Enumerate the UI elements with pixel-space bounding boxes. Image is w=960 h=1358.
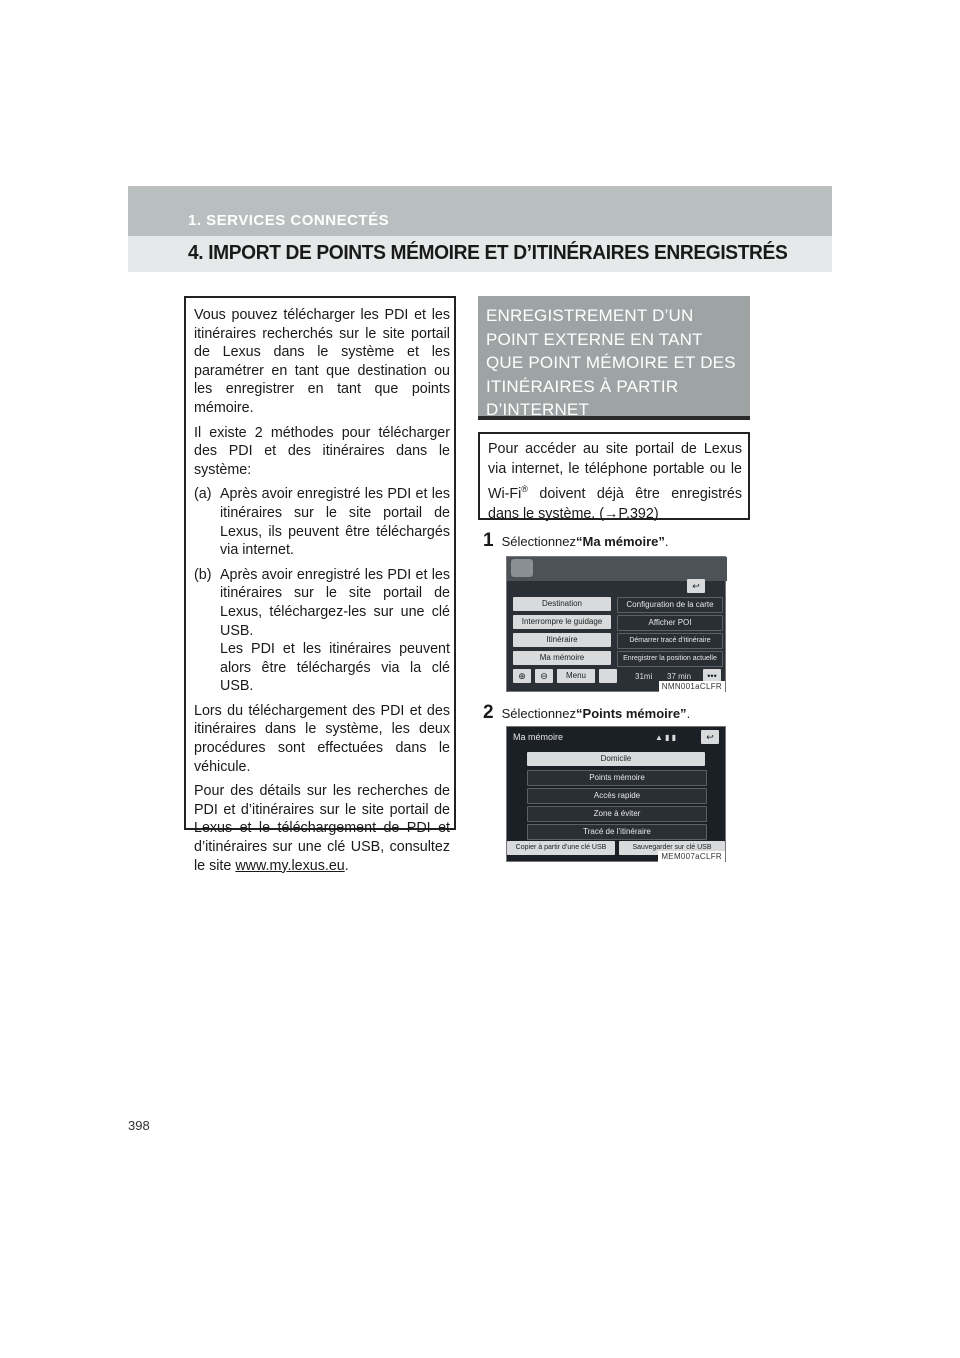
method-b-text-2: Les PDI et les itinéraires peuvent alors être téléchargés via la clé USB. — [220, 641, 450, 695]
section-label: 1. SERVICES CONNECTÉS — [188, 212, 390, 229]
method-a — [194, 485, 450, 559]
route-button[interactable]: Itinéraire — [513, 633, 611, 647]
my-memory-button[interactable]: Ma mémoire — [513, 651, 611, 665]
chapter-title-band — [128, 236, 832, 272]
quick-access-button[interactable]: Accès rapide — [527, 788, 707, 804]
back-icon[interactable]: ↩ — [701, 730, 719, 744]
page-reference[interactable]: P.392) — [618, 505, 659, 522]
step-1: 1 Sélectionnez “Ma mémoire” . — [483, 530, 669, 551]
usb-copy-button[interactable]: Copier à partir d’une clé USB — [507, 841, 615, 855]
time-readout: 37 min — [667, 672, 692, 681]
map-config-button[interactable]: Configuration de la carte — [617, 597, 723, 613]
zoom-out-icon[interactable]: ⊖ — [535, 669, 553, 683]
screenshot-my-memory — [506, 726, 726, 862]
memory-points-button[interactable]: Points mémoire — [527, 770, 707, 786]
compass-icon[interactable] — [511, 559, 533, 577]
note-box: Pour accéder au site portail de Lexus via internet, le téléphone portable ou le Wi-Fi® doivent déjà être enregistrés dans le système. (→P.392) — [478, 432, 750, 520]
intro-paragraph-1: Vous pouvez télécharger les PDI et les itinéraires recherchés sur le site portail de Lexus dans le système et les paramétrer en tant que destination ou les enregistrer en tant que points mémoire. — [194, 307, 450, 416]
method-b-text: Après avoir enregistré les PDI et les itinéraires sur le site portail de Lexus, téléchargez-les sur une clé USB. — [220, 566, 450, 639]
step-number: 1 — [483, 530, 494, 551]
back-icon[interactable]: ↩ — [687, 579, 705, 593]
map-strip — [507, 557, 727, 581]
method-b — [194, 566, 450, 696]
page-number: 398 — [128, 1118, 150, 1133]
arrow-icon: → — [604, 505, 619, 522]
registered-mark: ® — [521, 484, 528, 494]
distance-readout: 31mi — [635, 672, 653, 681]
destination-button[interactable]: Destination — [513, 597, 611, 611]
method-b-label: (b) — [194, 566, 212, 583]
figure-code: NMN001aCLFR — [659, 681, 725, 692]
usb-save-button[interactable]: Sauvegarder sur clé USB — [619, 841, 725, 855]
save-position-button[interactable]: Enregistrer la position actuelle — [617, 651, 723, 667]
step-target: “Points mémoire” — [576, 706, 687, 721]
method-a-text: Après avoir enregistré les PDI et les itinéraires sur le site portail de Lexus, ils peuvent être téléchargés via internet. — [220, 486, 450, 559]
lexus-link[interactable]: www.my.lexus.eu — [235, 857, 345, 874]
start-route-trace-button[interactable]: Démarrer tracé d’itinéraire — [617, 633, 723, 649]
voice-icon[interactable] — [599, 669, 617, 683]
step-number: 2 — [483, 702, 494, 723]
zoom-in-icon[interactable]: ⊕ — [513, 669, 531, 683]
step-target: “Ma mémoire” — [576, 534, 665, 549]
method-a-label: (a) — [194, 486, 212, 503]
figure-code: MEM007aCLFR — [658, 851, 725, 862]
show-poi-button[interactable]: Afficher POI — [617, 615, 723, 631]
screenshot-main-menu — [506, 556, 726, 692]
intro-paragraph-4: Pour des détails sur les recherches de PDI et d’itinéraires sur le site portail de Lexus et le téléchargement de PDI et d’itinéraires sur une clé USB, consultez le site www.my.lexus.eu. — [194, 783, 450, 874]
screen-title: Ma mémoire — [513, 732, 564, 742]
menu-button[interactable]: Menu — [557, 669, 595, 683]
route-trace-button[interactable]: Tracé de l’itinéraire — [527, 824, 707, 840]
interrupt-guidance-button[interactable]: Interrompre le guidage — [513, 615, 611, 629]
step-2: 2 Sélectionnez “Points mémoire” . — [483, 702, 691, 723]
intro-paragraph-2: Il existe 2 méthodes pour télécharger des PDI et des itinéraires dans le système: — [194, 424, 450, 478]
more-icon[interactable]: ••• — [703, 669, 721, 683]
section-heading: ENREGISTREMENT D’UN POINT EXTERNE EN TANT QUE POINT MÉMOIRE ET DES ITINÉRAIRES À PARTIR D’INTERNET — [478, 296, 750, 420]
home-button[interactable]: Domicile — [527, 752, 705, 766]
intro-paragraph-3: Lors du téléchargement des PDI et des itinéraires dans le système, les deux procédures sont effectuées dans le véhicule. — [194, 702, 450, 775]
chapter-header-band — [128, 186, 832, 236]
status-icons: ▲ ▮ ▮ — [655, 733, 677, 742]
page-title: 4. IMPORT DE POINTS MÉMOIRE ET D’ITINÉRAIRES ENREGISTRÉS — [188, 242, 788, 264]
avoid-zone-button[interactable]: Zone à éviter — [527, 806, 707, 822]
intro-box — [184, 296, 456, 874]
